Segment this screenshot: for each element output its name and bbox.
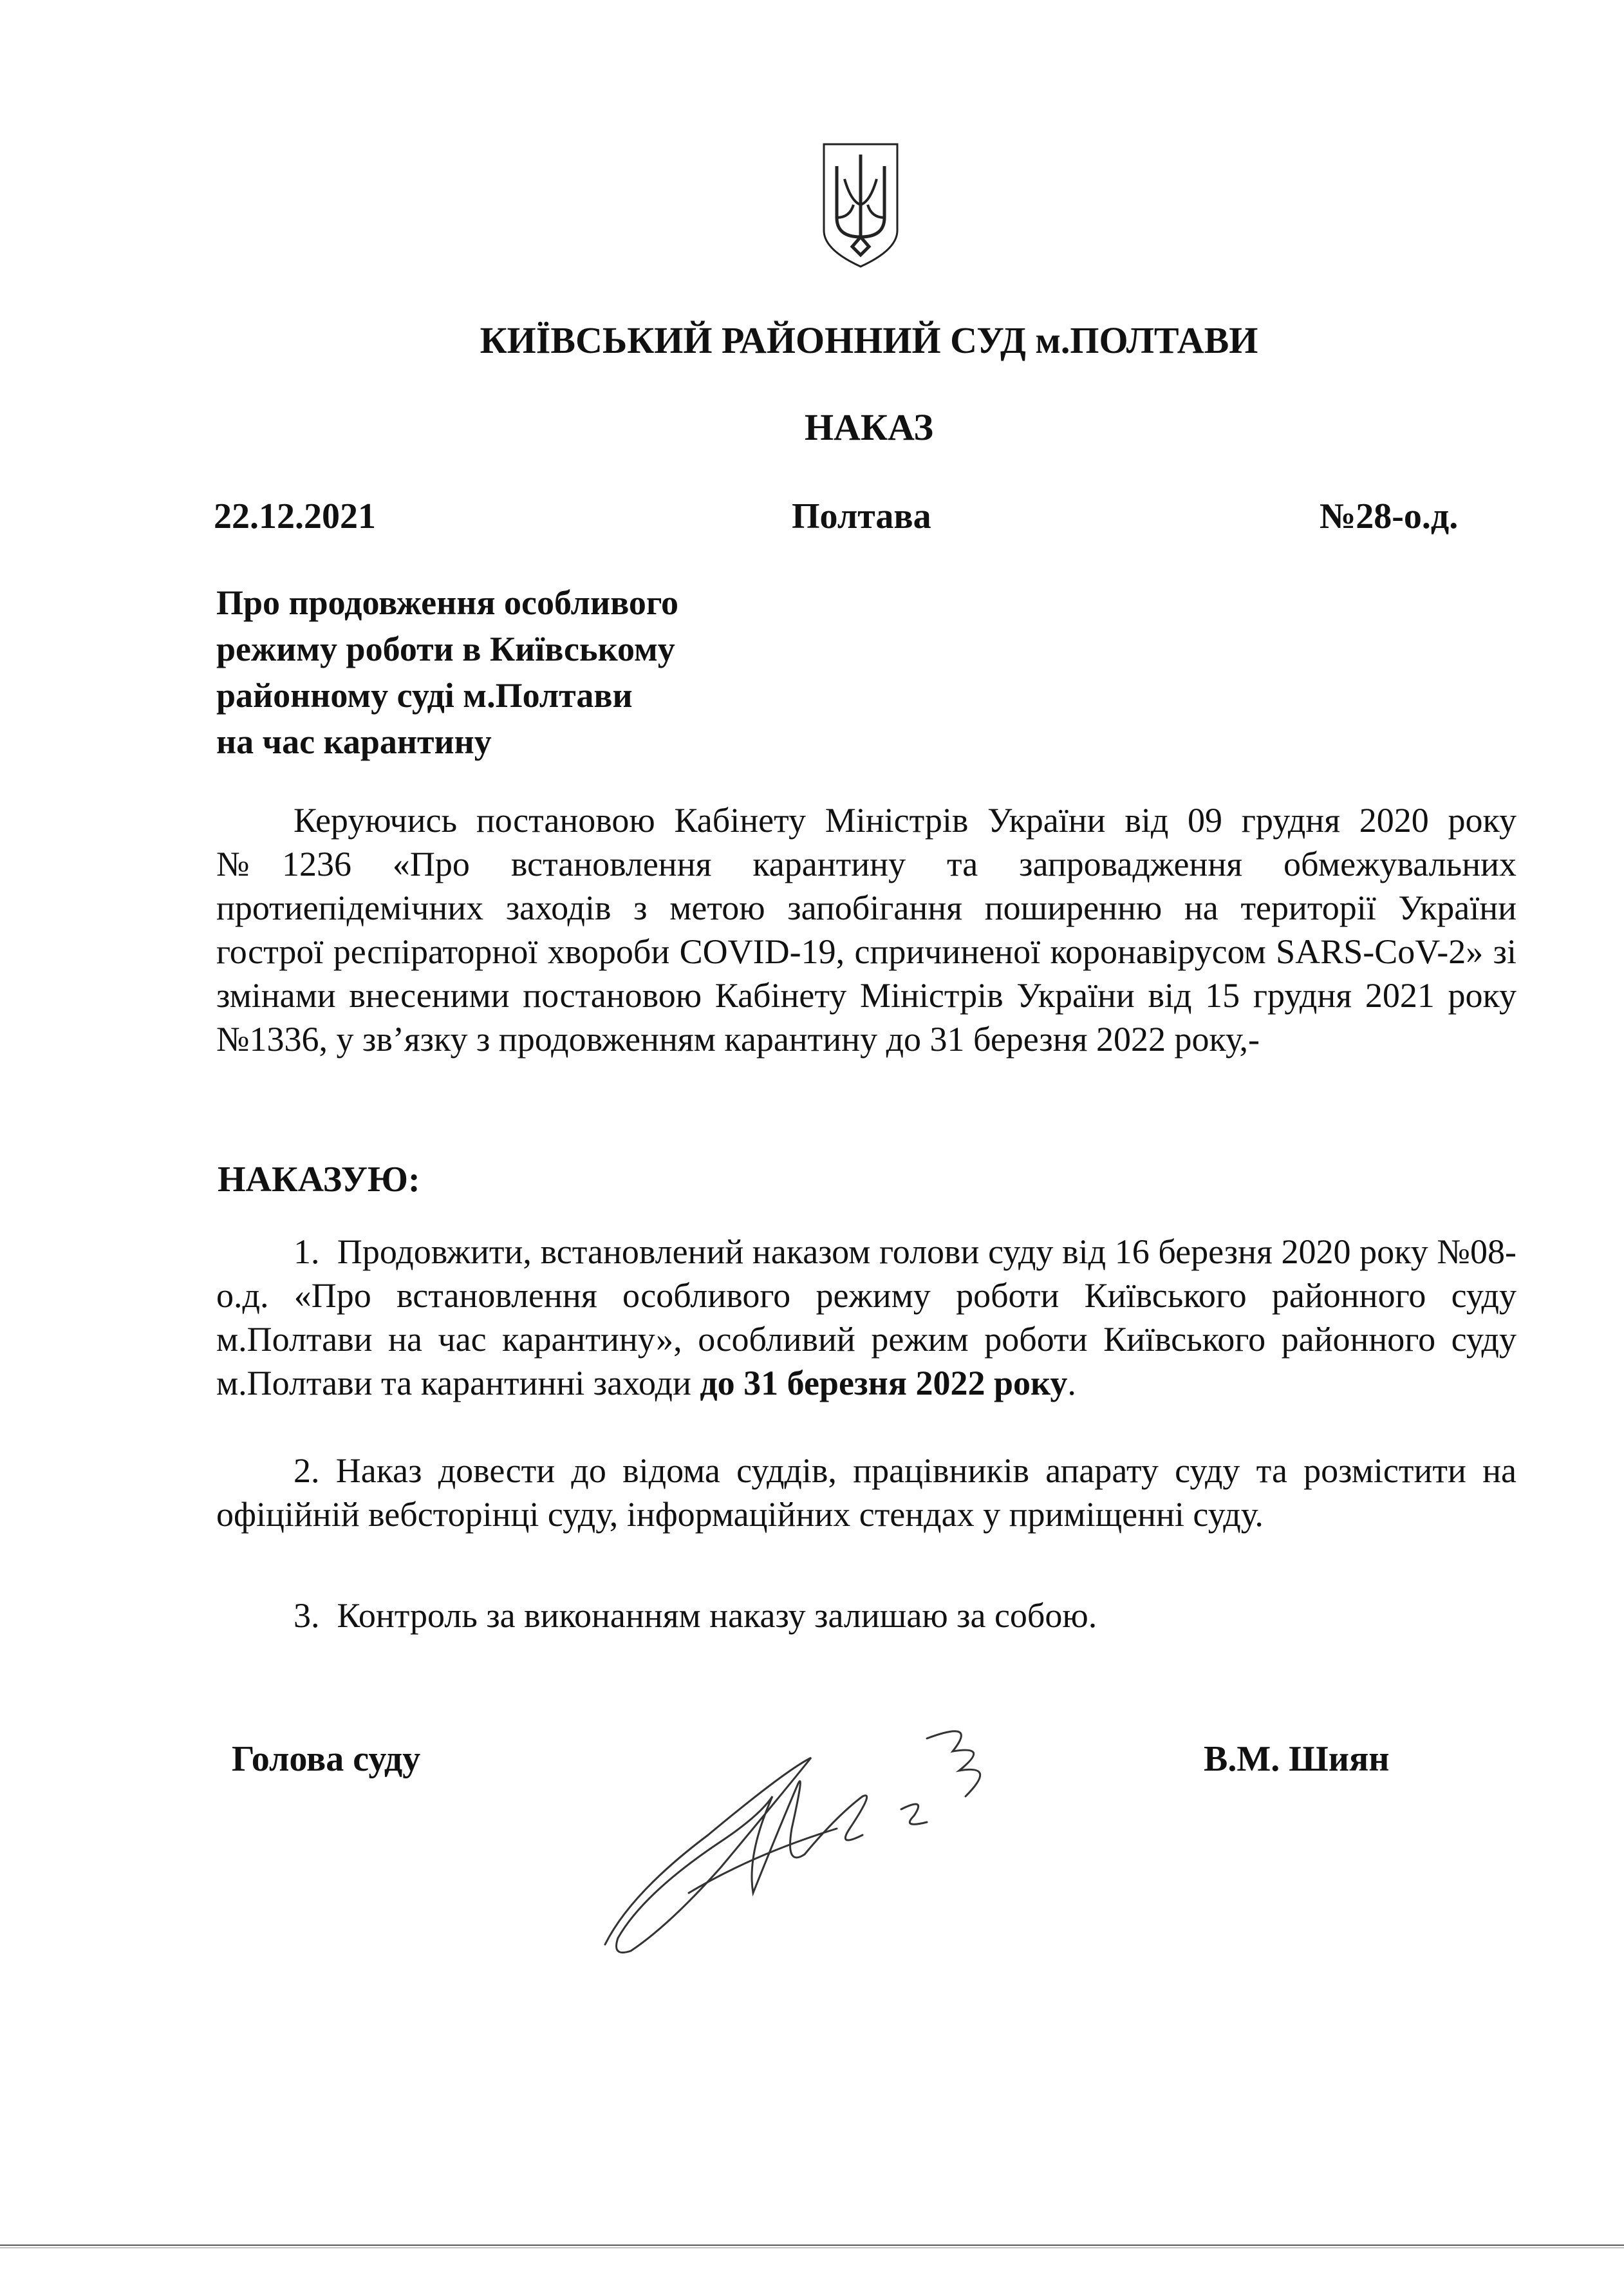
item-text: Наказ довести до відома суддів, працівників апарату суду та розмістити на офіційній вебсторінці суду, інформаційних стендах у приміщенні суду.	[216, 1451, 1517, 1534]
item-number: 3.	[294, 1596, 320, 1635]
signatory-title: Голова суду	[232, 1739, 421, 1779]
order-date: 22.12.2021	[214, 496, 376, 536]
handwritten-signature-icon	[592, 1700, 1056, 1970]
item-number: 2.	[294, 1451, 320, 1490]
subject-line: режиму роботи в Київському	[216, 630, 675, 668]
item-end: .	[1067, 1364, 1076, 1402]
item-text: Контроль за виконанням наказу залишаю за собою.	[337, 1596, 1097, 1635]
trident-emblem-icon	[819, 140, 902, 269]
signatory-name: В.М. Шиян	[1204, 1739, 1390, 1779]
court-name: КИЇВСЬКИЙ РАЙОННИЙ СУД м.ПОЛТАВИ	[480, 319, 1258, 361]
subject-line: Про продовження особливого	[216, 583, 679, 622]
item-deadline: до 31 березня 2022 року	[700, 1364, 1068, 1402]
preamble-text: Керуючись постановою Кабінету Міністрів України від 09 грудня 2020 року №1236 «Про встановлення карантину та запровадження обмежувальних протиепідемічних заходів з метою запобігання поширенню на території України гострої респіраторної хвороби COVID-19, спричиненої коронавірусом SARS-CoV-2» зі змінами внесеними постановою Кабінету Міністрів України від 15 грудня 2021 року №1336, у зв’язку з продовженням карантину до 31 березня 2022 року,-	[216, 801, 1517, 1059]
order-number: №28-о.д.	[1320, 496, 1459, 536]
item-number: 1.	[294, 1232, 320, 1271]
order-item	[216, 1230, 1517, 1405]
bottom-scan-line	[0, 2244, 1624, 2249]
order-place: Полтава	[792, 496, 931, 536]
preamble-paragraph	[216, 798, 1517, 1061]
item-text: Продовжити, встановлений наказом голови суду від 16 березня 2020 року №08-о.д. «Про встановлення особливого режиму роботи Київського районного суду м.Полтави на час карантину», особливий режим роботи Київського районного суду м.Полтави та карантинні заходи	[216, 1232, 1517, 1402]
subject-line: на час карантину	[216, 722, 492, 761]
order-subject	[216, 579, 796, 765]
order-item	[216, 1594, 1517, 1637]
order-item	[216, 1449, 1517, 1536]
order-heading: НАКАЗУЮ:	[218, 1160, 420, 1200]
subject-line: районному суді м.Полтави	[216, 676, 633, 715]
document-type: НАКАЗ	[804, 406, 934, 448]
